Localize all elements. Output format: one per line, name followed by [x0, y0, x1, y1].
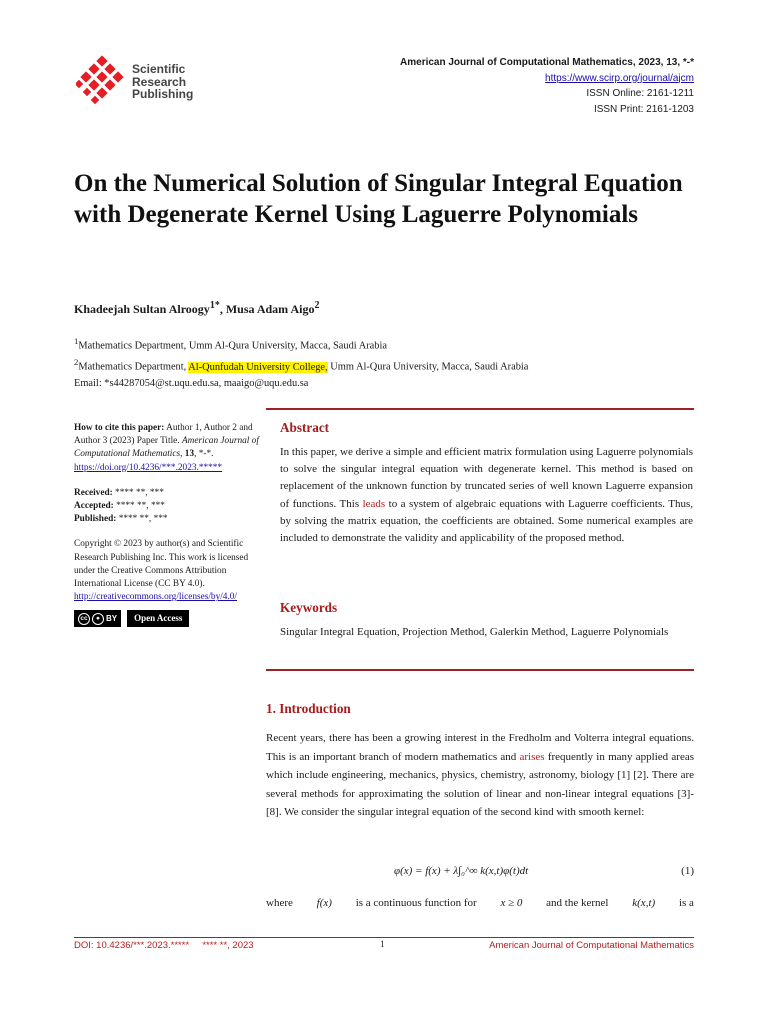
author-1-affiliation-mark: 1* [209, 300, 220, 311]
published-value: **** **, *** [116, 514, 168, 525]
open-access-badge: Open Access [127, 610, 189, 627]
received-label: Received: [74, 487, 113, 498]
intro-text-start: Recent years, there has been a growing interest in the Fredholm and Volterra integral equations. This is an important branch of modern mathematics and [266, 732, 694, 763]
publisher-name [132, 63, 193, 101]
cc-license-link[interactable]: http://creativecommons.org/licenses/by/4.0/ [74, 592, 238, 603]
introduction-heading: 1. Introduction [266, 701, 351, 716]
doi-link[interactable]: https://doi.org/10.4236/***.2023.***** [74, 462, 223, 473]
abstract-text-start: In this paper, we derive a simple and efficient matrix formulation using Laguerre polynomials to solve the singular integral equation with degenerate kernel. This method is based on replacement of the unknown function by truncated series of well known Laguerre expansion of functions. This [280, 446, 693, 510]
equation-formula: φ(x) = f(x) + λ∫₀^∞ k(x,t)φ(t)dt [394, 865, 529, 877]
issn-online: ISSN Online: 2161-1211 [586, 88, 694, 99]
affiliations [74, 333, 528, 392]
cc-by-badge[interactable] [74, 610, 121, 627]
received-value: **** **, *** [112, 487, 164, 498]
line-text-is-a: is a [678, 897, 694, 909]
citation-pages: , *-*. [194, 449, 214, 460]
citation-text: Author 1, Author 2 and Author 3 (2023) Paper Title. [74, 423, 253, 447]
cc-by-label: BY [106, 614, 118, 624]
footer-journal: American Journal of Computational Mathematics [489, 940, 694, 951]
intro-text-end: frequently in many applied areas which include engineering, mechanics, physics, chemistry, astronomy, biology [1] [2]. There are several methods for approximating the solution of linear and non-linear integral equations [3]-[8]. We consider the singular integral equation of the second kind with smooth kernel: [266, 750, 695, 819]
license-badges [74, 610, 266, 627]
footer-doi: DOI: 10.4236/***.2023.***** **** **, 2023 [74, 940, 254, 951]
copyright-notice: Copyright © 2023 by author(s) and Scientific Research Publishing Inc. This work is licensed under the Creative Commons Attribution International License (CC BY 4.0). [74, 539, 249, 590]
affiliation-2-text-end: Umm Al-Qura University, Macca, Saudi Arabia [327, 361, 529, 373]
affiliation-2-mark: 2 [74, 357, 79, 368]
publisher-line-2: Research [132, 74, 187, 89]
citation-volume: 13 [184, 449, 195, 460]
accepted-date [74, 500, 266, 513]
accepted-label: Accepted: [74, 501, 114, 512]
cc-icon: cc [78, 613, 90, 625]
line-word-where: where [266, 897, 293, 909]
publisher-line-3: Publishing [132, 87, 194, 101]
introduction-text [266, 729, 694, 822]
paper-title: On the Numerical Solution of Singular Integral Equation with Degenerate Kernel Using Laguerre Polynomials [74, 170, 683, 228]
line-text-kernel: and the kernel [546, 897, 609, 909]
affiliation-1-text: Mathematics Department, Umm Al-Qura University, Macca, Saudi Arabia [78, 340, 387, 352]
published-label: Published: [74, 514, 117, 525]
issn-print: ISSN Print: 2161-1203 [593, 103, 694, 115]
journal-url-link[interactable]: https://www.scirp.org/journal/ajcm [545, 72, 694, 84]
scirp-diamond-icon [76, 55, 132, 107]
citation-label: How to cite this paper: [74, 423, 165, 433]
page-number: 1 [380, 940, 385, 950]
intro-highlight-word: arises [519, 750, 545, 763]
abstract-heading: Abstract [280, 420, 330, 435]
abstract-top-rule [266, 408, 694, 410]
citation-journal: American Journal of Computational Mathematics [74, 436, 259, 460]
footer-rule [74, 937, 694, 938]
line-math-x-ge-0: x ≥ 0 [500, 897, 523, 909]
affiliation-1-mark: 1 [74, 336, 79, 346]
abstract-text-end: to a system of algebraic equations with Laguerre coefficients. Thus, by solving the matrix equation, the coefficients are obtained. Some numerical examples are included to demonstrate the validity and applicability of the proposed method. [280, 497, 693, 545]
continuation-line [266, 897, 694, 909]
line-math-fx: f(x) [316, 897, 332, 909]
received-date [74, 487, 266, 500]
line-text-continuous: is a continuous function for [355, 897, 477, 909]
journal-info [400, 55, 694, 117]
publisher-line-1: Scientific [132, 62, 186, 76]
author-list [74, 300, 320, 317]
affiliation-2 [74, 354, 528, 375]
equation-1 [266, 865, 694, 887]
keywords-heading: Keywords [280, 600, 338, 615]
keywords-text: Singular Integral Equation, Projection Method, Galerkin Method, Laguerre Polynomials [280, 626, 669, 638]
equation-number: (1) [681, 865, 694, 877]
person-icon: ● [92, 613, 104, 625]
author-2: Musa Adam Aigo [225, 302, 315, 316]
line-math-kxt: k(x,t) [632, 897, 656, 909]
accepted-value: **** **, *** [113, 501, 165, 512]
affiliation-2-text-start: Mathematics Department, [78, 361, 189, 373]
published-date [74, 513, 266, 526]
author-separator: , [219, 302, 226, 316]
abstract-highlight-word: leads [362, 497, 386, 510]
journal-title: American Journal of Computational Mathematics, 2023, 13, *-* [400, 57, 694, 68]
author-2-affiliation-mark: 2 [314, 300, 320, 311]
author-1: Khadeejah Sultan Alroogy [74, 302, 210, 316]
citation-block [74, 422, 266, 462]
email-line: Email: *s44287054@st.uqu.edu.sa, maaigo@uqu.edu.sa [74, 377, 309, 389]
keywords-bottom-rule [266, 669, 694, 671]
article-info-sidebar [74, 422, 266, 627]
citation-comma: , [180, 449, 185, 460]
affiliation-1 [74, 333, 528, 354]
abstract-text [280, 444, 693, 547]
affiliation-2-highlight: Al-Qunfudah University College, [188, 361, 328, 373]
